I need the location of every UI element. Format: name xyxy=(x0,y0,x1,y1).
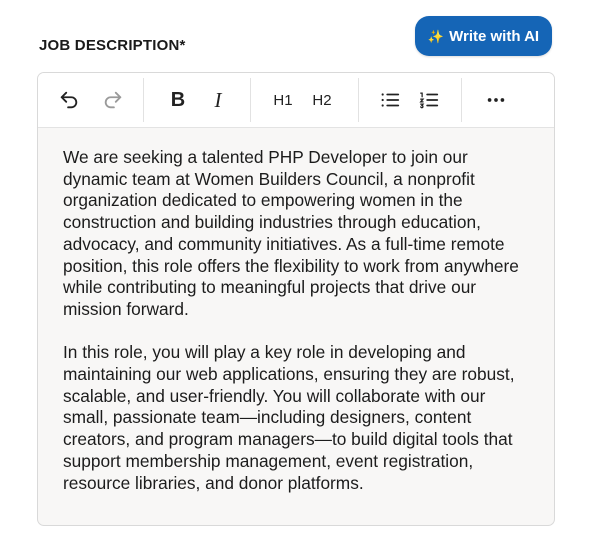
toolbar-divider xyxy=(143,78,144,122)
undo-button[interactable] xyxy=(56,73,82,127)
field-label: JOB DESCRIPTION* xyxy=(39,37,186,54)
editor-content[interactable] xyxy=(63,147,533,516)
numbered-list-icon xyxy=(418,89,440,111)
heading-1-button[interactable]: H1 xyxy=(273,91,293,109)
toolbar-divider xyxy=(461,78,462,122)
toolbar-divider xyxy=(358,78,359,122)
paragraph: We are seeking a talented PHP Developer to join our dynamic team at Women Builders Council, a nonprofit organization dedicated to empowering women in the construction and building industries through education, advocacy, and community initiatives. As a full-time remote position, this role offers the flexibility to work from anywhere while contributing to meaningful projects that drive our mission forward. xyxy=(63,147,519,319)
editor-toolbar xyxy=(38,73,554,128)
rich-text-editor xyxy=(37,72,555,526)
more-options-button[interactable] xyxy=(484,73,508,127)
bullet-list-icon xyxy=(379,89,401,111)
write-with-ai-button[interactable] xyxy=(415,16,552,56)
paragraph: In this role, you will play a key role in developing and maintaining our web applications, ensuring they are robust, scalable, and user-friendly. You will collaborate with our small, passionate team—including designers, content creators, and program managers—to build digital tools that support membership management, event registration, resource libraries, and donor platforms. xyxy=(63,342,515,493)
bold-button[interactable]: B xyxy=(170,88,186,111)
redo-button[interactable] xyxy=(100,73,126,127)
redo-icon xyxy=(102,89,124,111)
undo-icon xyxy=(58,89,80,111)
heading-2-button[interactable]: H2 xyxy=(312,91,332,109)
write-with-ai-label: Write with AI xyxy=(449,27,540,45)
more-horizontal-icon xyxy=(485,89,507,111)
toolbar-divider xyxy=(250,78,251,122)
numbered-list-button[interactable] xyxy=(417,73,441,127)
bullet-list-button[interactable] xyxy=(378,73,402,127)
sparkles-icon: ✨ xyxy=(427,28,445,44)
italic-button[interactable]: I xyxy=(214,87,222,112)
